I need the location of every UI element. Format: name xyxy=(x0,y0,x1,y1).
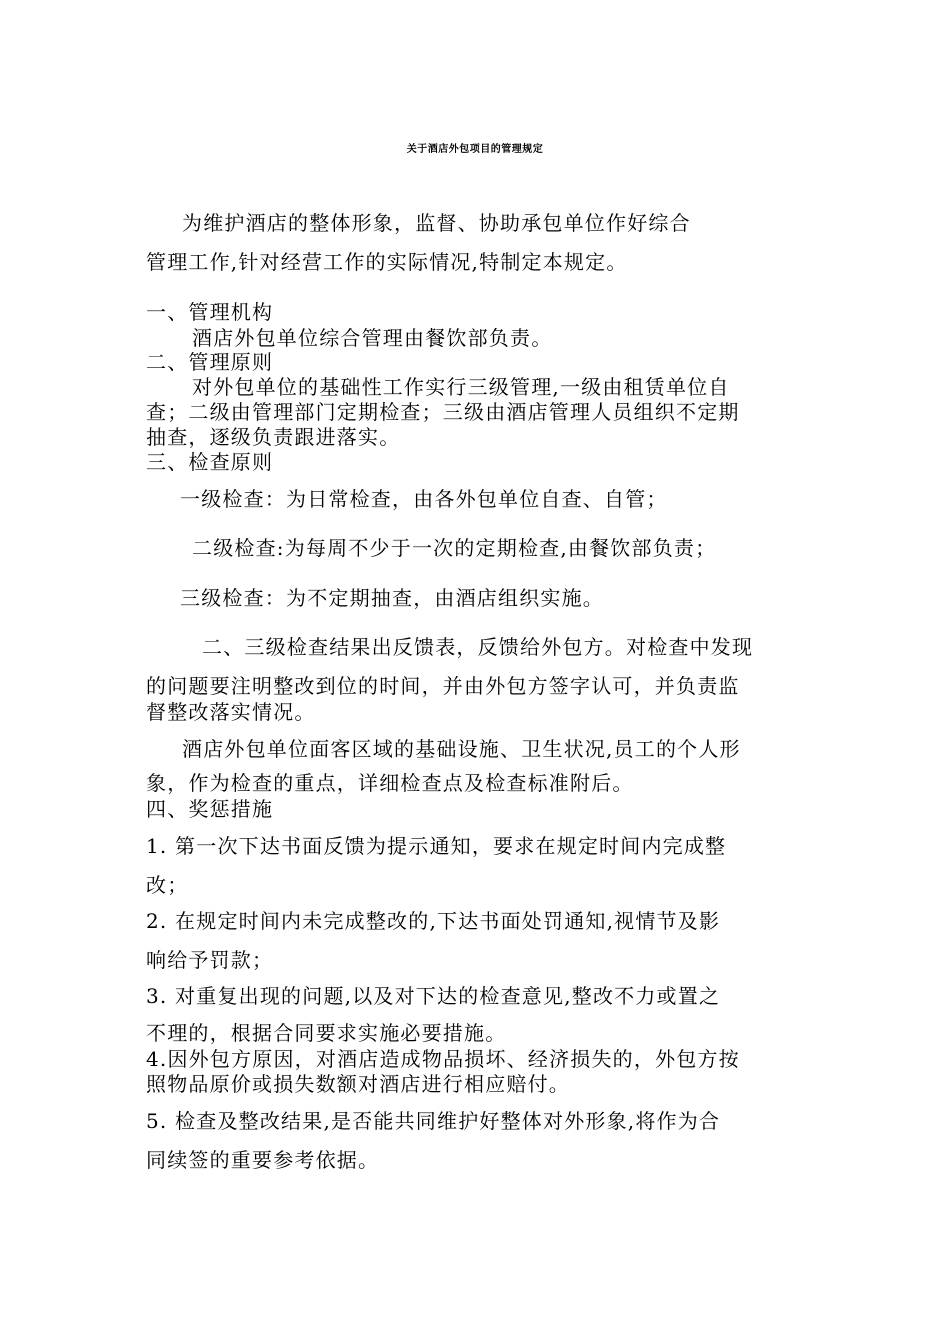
section-heading: 一、管理机构 xyxy=(146,300,274,324)
paragraph-line: 查；二级由管理部门定期检查；三级由酒店管理人员组织不定期 xyxy=(146,400,740,424)
paragraph-line: 抽查，逐级负责跟进落实。 xyxy=(146,425,401,449)
paragraph-line: 二、三级检查结果出反馈表，反馈给外包方。对检查中发现 xyxy=(202,635,754,659)
paragraph-line: 象，作为检查的重点，详细检查点及检查标准附后。 xyxy=(146,771,634,795)
paragraph-line: 的问题要注明整改到位的时间，并由外包方签字认可，并负责监 xyxy=(146,674,740,698)
list-item: 3. 对重复出现的问题,以及对下达的检查意见,整改不力或置之 xyxy=(146,984,721,1008)
paragraph-line: 酒店外包单位面客区域的基础设施、卫生状况,员工的个人形 xyxy=(182,737,741,761)
intro-line: 管理工作,针对经营工作的实际情况,特制定本规定。 xyxy=(146,250,628,274)
paragraph-line: 对外包单位的基础性工作实行三级管理,一级由租赁单位自 xyxy=(192,375,730,399)
section-heading: 二、管理原则 xyxy=(146,350,274,374)
list-item: 5. 检查及整改结果,是否能共同维护好整体对外形象,将作为合 xyxy=(146,1109,721,1133)
paragraph-line: 酒店外包单位综合管理由餐饮部负责。 xyxy=(192,326,553,350)
check-level-1: 一级检查：为日常检查，由各外包单位自查、自管； xyxy=(180,487,668,511)
list-item: 2. 在规定时间内未完成整改的,下达书面处罚通知,视情节及影 xyxy=(146,909,721,933)
list-item: 4.因外包方原因，对酒店造成物品损坏、经济损失的，外包方按 xyxy=(146,1047,740,1071)
paragraph-line: 督整改落实情况。 xyxy=(146,700,316,724)
check-level-2: 二级检查:为每周不少于一次的定期检查,由餐饮部负责； xyxy=(192,536,717,560)
list-item: 不理的，根据合同要求实施必要措施。 xyxy=(146,1021,507,1045)
list-item: 照物品原价或损失数额对酒店进行相应赔付。 xyxy=(146,1072,570,1096)
list-item: 响给予罚款； xyxy=(146,948,274,972)
list-item: 1. 第一次下达书面反馈为提示通知，要求在规定时间内完成整 xyxy=(146,834,727,858)
intro-line: 为维护酒店的整体形象，监督、协助承包单位作好综合 xyxy=(182,211,691,235)
list-item: 改； xyxy=(146,873,189,897)
check-level-3: 三级检查：为不定期抽查，由酒店组织实施。 xyxy=(180,586,604,610)
list-item: 同续签的重要参考依据。 xyxy=(146,1148,380,1172)
section-heading: 四、奖惩措施 xyxy=(146,797,274,821)
section-heading: 三、检查原则 xyxy=(146,450,274,474)
document-title: 关于酒店外包项目的管理规定 xyxy=(406,144,544,155)
